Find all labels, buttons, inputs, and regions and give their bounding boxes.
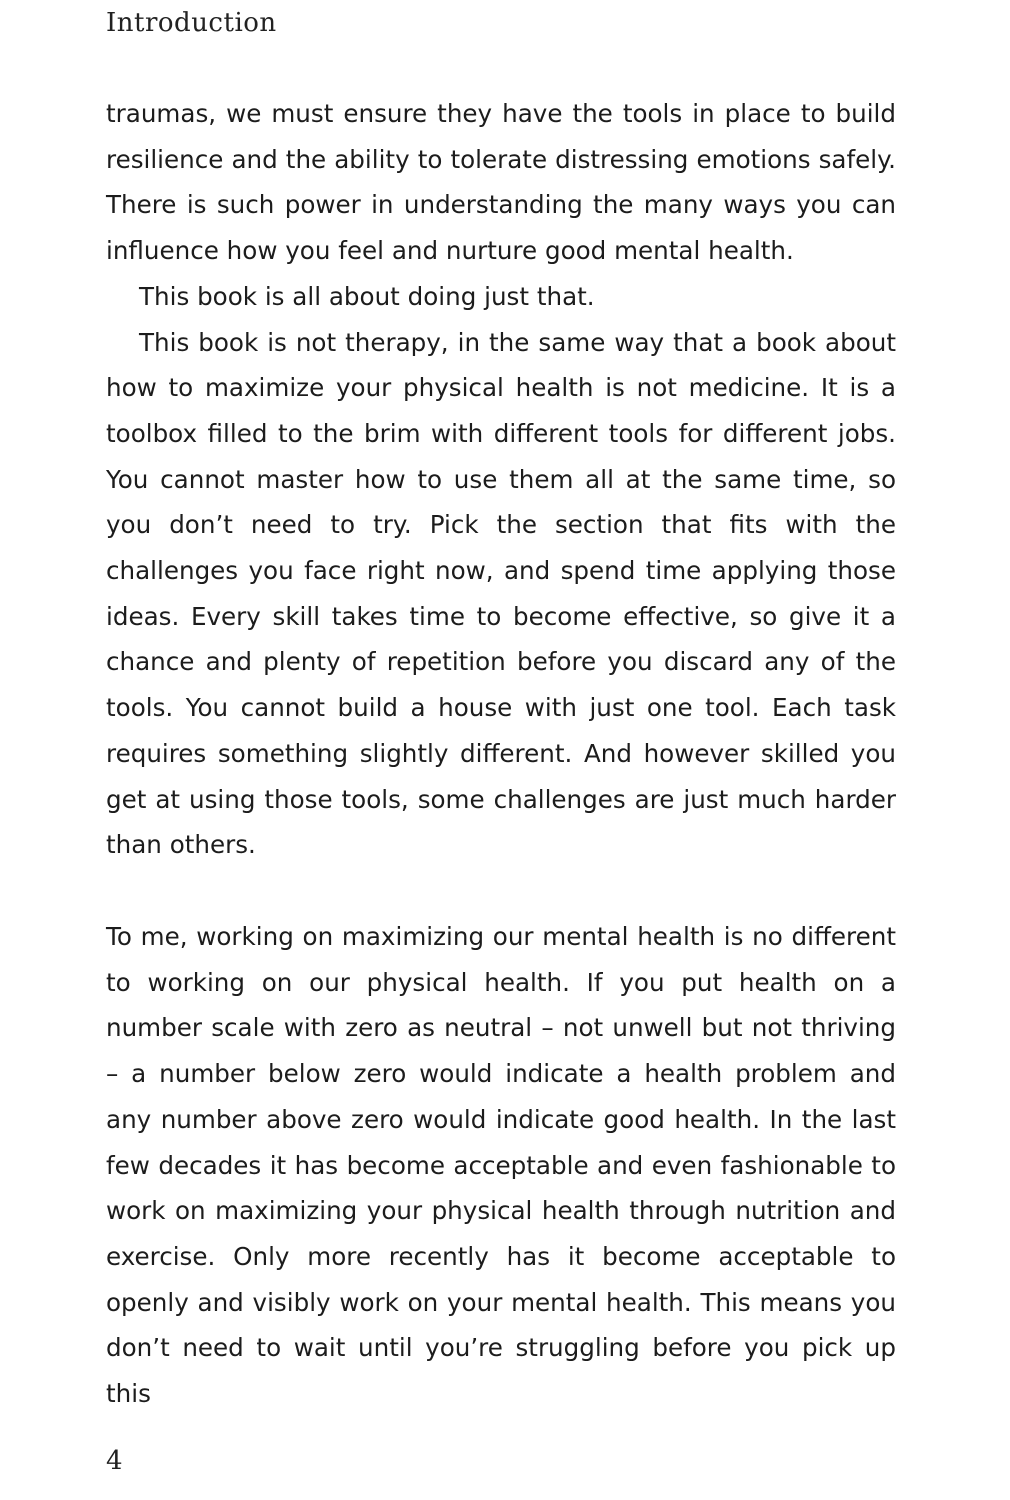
paragraph: This book is not therapy, in the same way that a book about how to maximize your physical health is not medicine. It is a toolbox filled to the brim with different tools for different jobs. You cannot master how to use them all at the same time, so you don’t need to try. Pick the section that fits with the challenges you face right now, and spend time applying those ideas. Every skill takes time to become effective, so give it a chance and plenty of repetition before you discard any of the tools. You cannot build a house with just one tool. Each task requires something slightly different. And however skilled you get at using those tools, some challenges are just much harder than others. <box>106 327 896 860</box>
paragraph-continued: traumas, we must ensure they have the tools in place to build resilience and the ability to tolerate distressing emotions safely. There is such power in understanding the many ways you can influence how you feel and nurture good mental health. <box>106 99 896 266</box>
body-text-section-1 <box>106 91 896 868</box>
paragraph: To me, working on maximizing our mental health is no different to working on our physical health. If you put health on a number scale with zero as neutral – not unwell but not thriving – a number below zero would indicate a health problem and any number above zero would indicate good health. In the last few decades it has become acceptable and even fashionable to work on maximizing your physical health through nutrition and exercise. Only more recently has it become acceptable to openly and visibly work on your mental health. This means you don’t need to wait until you’re struggling before you pick up this <box>106 922 896 1409</box>
body-text-section-2 <box>106 914 896 1417</box>
running-head: Introduction <box>106 8 277 38</box>
paragraph: This book is all about doing just that. <box>139 281 595 311</box>
page-number: 4 <box>106 1446 123 1476</box>
